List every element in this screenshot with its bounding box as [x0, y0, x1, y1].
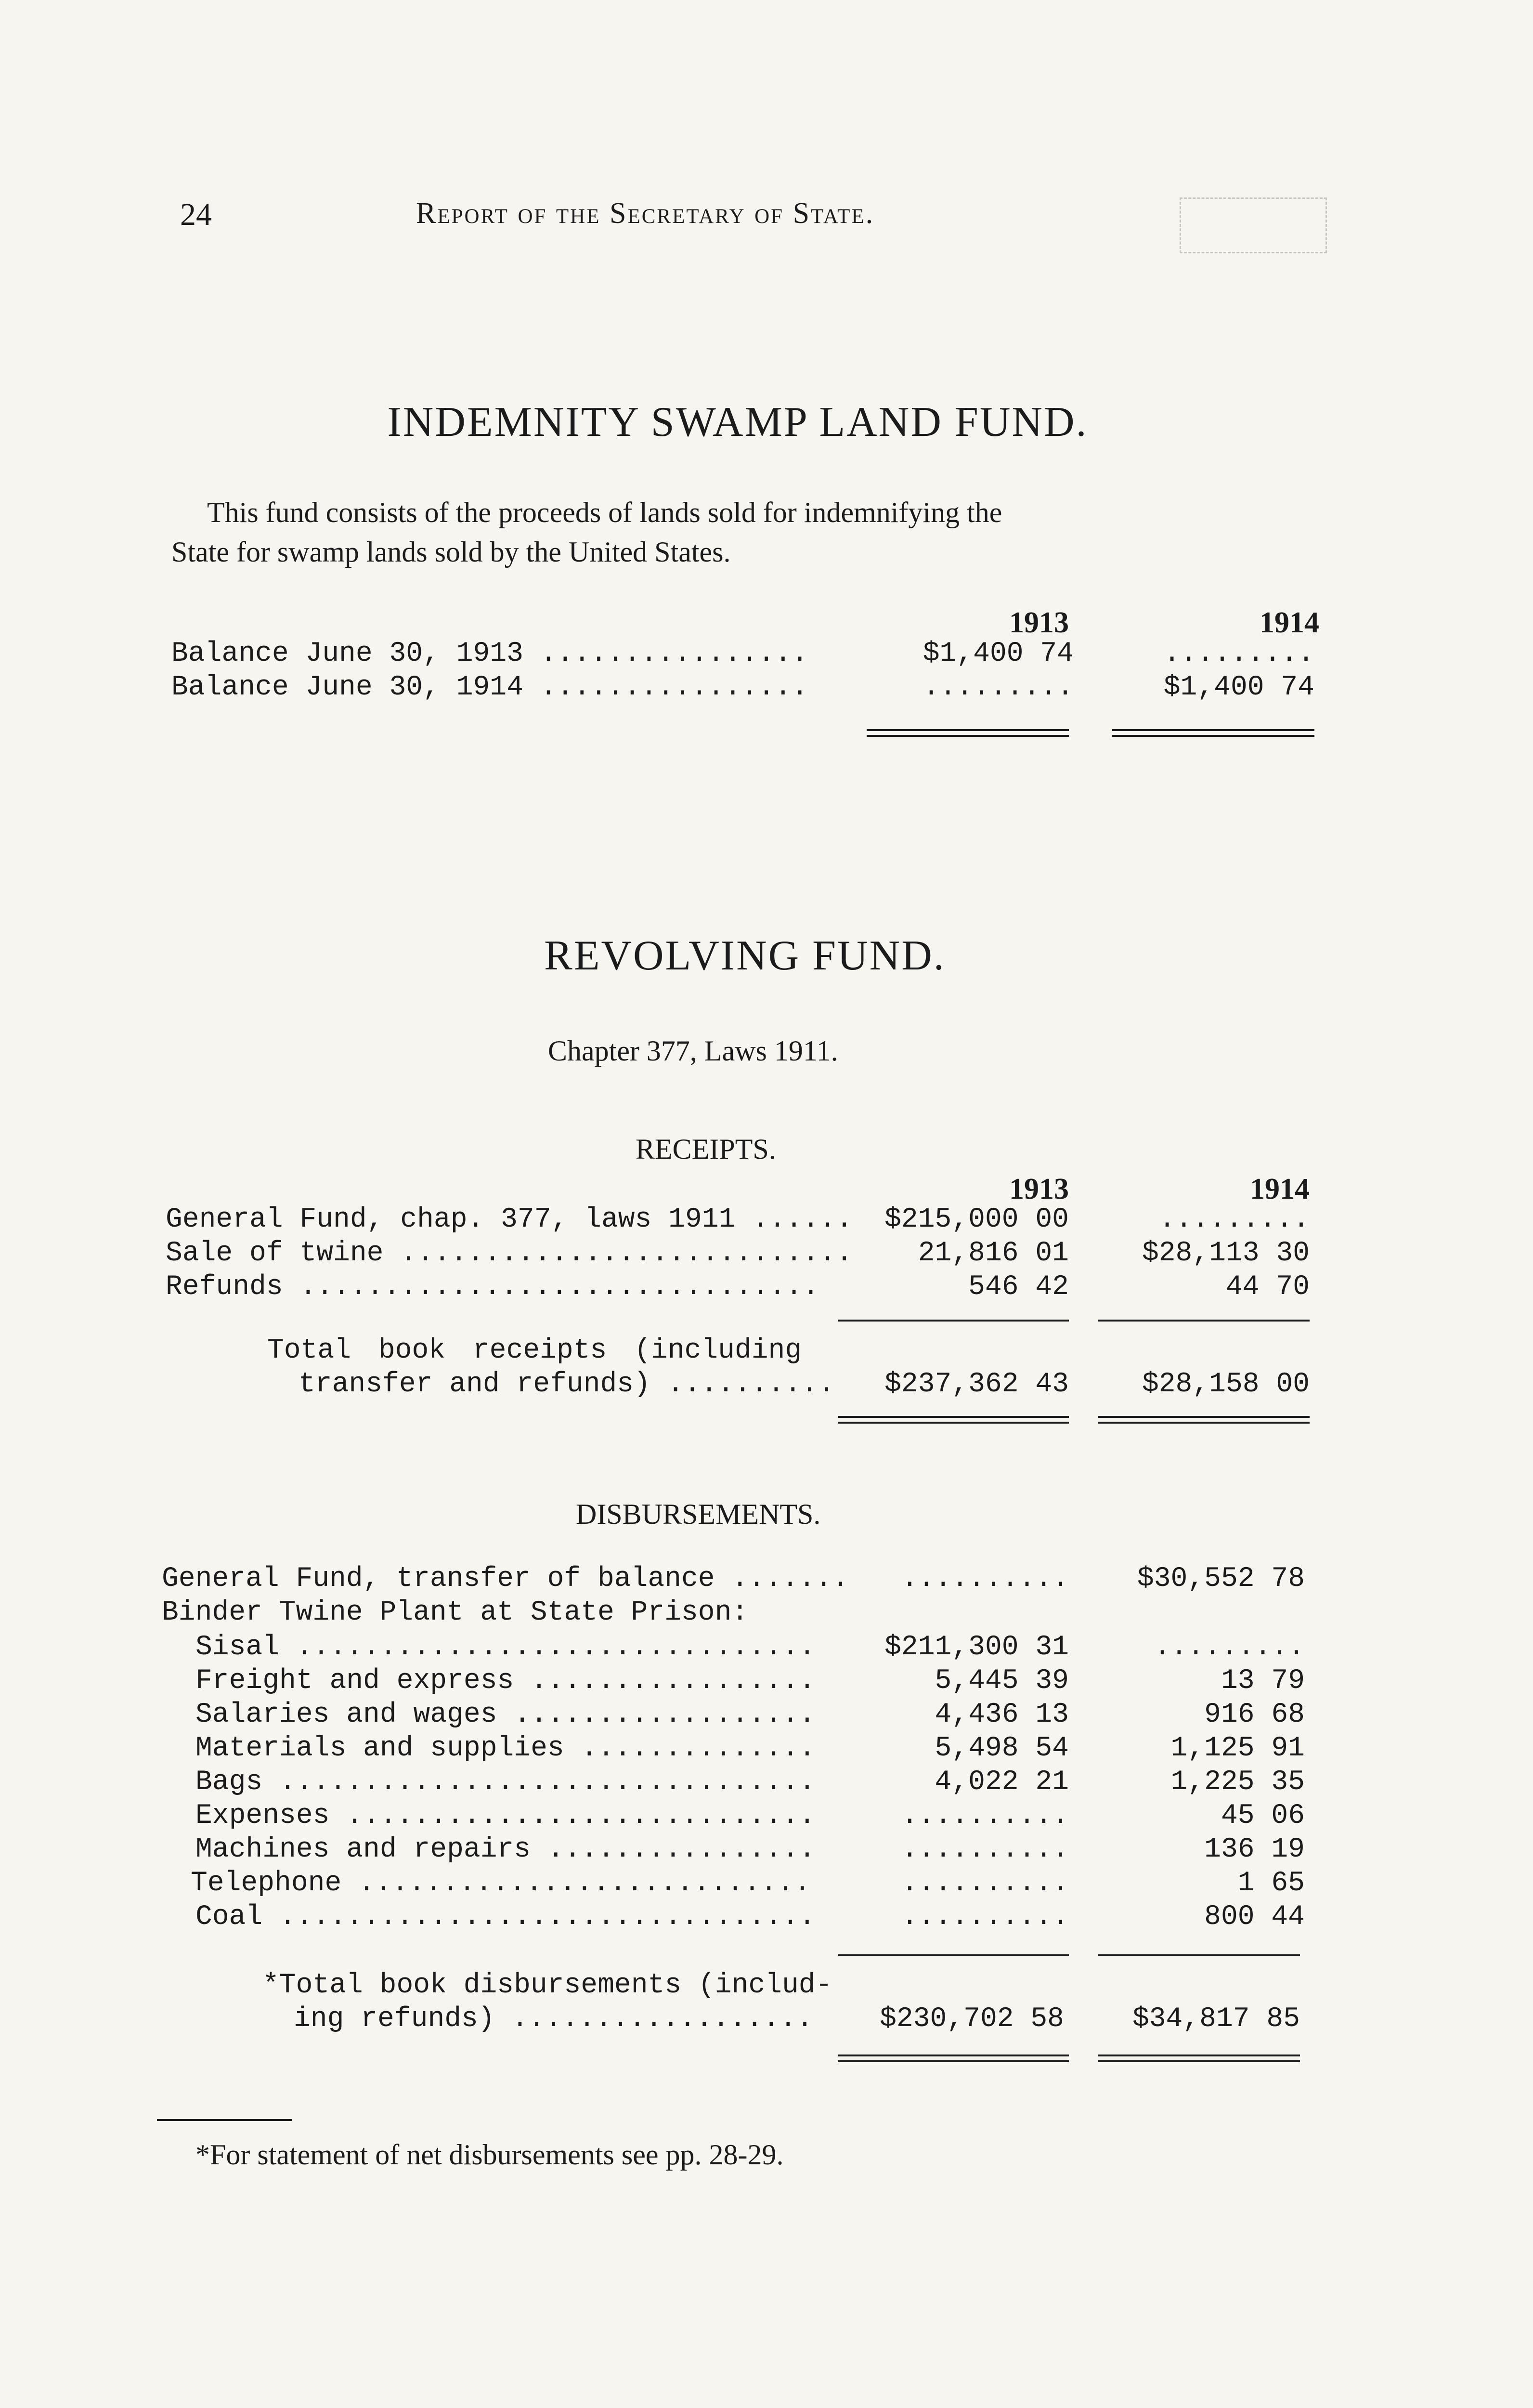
receipts-heading: RECEIPTS. — [636, 1133, 776, 1165]
swamp-row-1913: $1,400 74 — [922, 638, 1074, 669]
revolving-subtitle: Chapter 377, Laws 1911. — [548, 1035, 838, 1067]
swamp-col-1913: 1913 — [1009, 606, 1069, 639]
receipts-total-label-line1: Total book receipts (including — [267, 1335, 802, 1366]
disb-row-1914: 136 19 — [1204, 1834, 1305, 1865]
disb-double-rule-1913 — [838, 2055, 1069, 2062]
disb-row-1913: .......... — [901, 1868, 1069, 1899]
disb-row-1913: 4,436 13 — [935, 1699, 1069, 1730]
swamp-row-1913: ......... — [922, 672, 1074, 703]
receipts-total-label-line2: transfer and refunds) .......... — [299, 1369, 835, 1400]
receipts-row-label: Refunds ............................... — [166, 1271, 819, 1303]
disb-row-1914: ......... — [1154, 1632, 1305, 1663]
swamp-row-label: Balance June 30, 1913 ................ — [171, 638, 808, 669]
receipts-rule-1914 — [1098, 1320, 1310, 1322]
disb-row-1913: 5,498 54 — [935, 1733, 1069, 1764]
receipts-total-1913: $237,362 43 — [884, 1369, 1069, 1400]
disbursements-heading: DISBURSEMENTS. — [576, 1498, 821, 1530]
disb-row-label: Machines and repairs ................ — [195, 1834, 816, 1865]
receipts-row-label: General Fund, chap. 377, laws 1911 ...... — [166, 1204, 853, 1235]
swamp-row-1914: ......... — [1163, 638, 1314, 669]
receipts-row-label: Sale of twine ........................... — [166, 1238, 853, 1269]
receipts-row-1914: 44 70 — [1225, 1271, 1310, 1303]
swamp-row-label: Balance June 30, 1914 ................ — [171, 672, 808, 703]
swamp-paragraph-line1: This fund consists of the proceeds of lands sold for indemnifying the — [207, 497, 1002, 528]
disb-row-label: Expenses ............................ — [195, 1800, 816, 1832]
disb-total-label-line1: *Total book disbursements (includ- — [262, 1970, 832, 2001]
disb-row-1914: 1,125 91 — [1170, 1733, 1305, 1764]
disb-row-label: Telephone ........................... — [191, 1868, 811, 1899]
revolving-title: REVOLVING FUND. — [544, 932, 946, 979]
swamp-col-1914: 1914 — [1260, 606, 1319, 639]
receipts-rule-1913 — [838, 1320, 1069, 1322]
disb-total-1913: $230,702 58 — [880, 2003, 1064, 2035]
receipts-total-1914: $28,158 00 — [1142, 1369, 1310, 1400]
disb-row-1913: 5,445 39 — [935, 1665, 1069, 1697]
page-number: 24 — [180, 197, 212, 232]
receipts-col-1913: 1913 — [1009, 1173, 1069, 1205]
disb-row-1913: 4,022 21 — [935, 1767, 1069, 1798]
disb-row-1913: .......... — [901, 1800, 1069, 1832]
footnote: *For statement of net disbursements see pp. 28-29. — [195, 2139, 784, 2171]
disb-total-label-line2: ing refunds) .................. — [294, 2003, 813, 2035]
faint-stamp — [1180, 197, 1327, 253]
receipts-row-1914: ......... — [1158, 1204, 1310, 1235]
disb-row-label: Freight and express ................. — [195, 1665, 816, 1697]
disb-total-1914: $34,817 85 — [1132, 2003, 1300, 2035]
disb-row-label: Salaries and wages .................. — [195, 1699, 816, 1730]
disb-rule-1914 — [1098, 1954, 1300, 1956]
disb-row-1914: 1 65 — [1237, 1868, 1305, 1899]
receipts-row-1913: $215,000 00 — [884, 1204, 1069, 1235]
swamp-double-rule-1914 — [1112, 729, 1314, 737]
receipts-row-1913: 21,816 01 — [918, 1238, 1069, 1269]
disb-row-1914: 45 06 — [1221, 1800, 1305, 1832]
receipts-col-1914: 1914 — [1250, 1173, 1310, 1205]
disb-row-1914: 13 79 — [1221, 1665, 1305, 1697]
swamp-double-rule-1913 — [867, 729, 1069, 737]
disb-row-1913: .......... — [901, 1834, 1069, 1865]
disb-row-label: Bags ................................ — [195, 1767, 816, 1798]
receipts-row-1913: 546 42 — [968, 1271, 1069, 1303]
receipts-double-rule-1913 — [838, 1416, 1069, 1424]
disb-row-label: Sisal ............................... — [195, 1632, 816, 1663]
disb-row-label: Materials and supplies .............. — [195, 1733, 816, 1764]
disb-row-1914: 800 44 — [1204, 1901, 1305, 1933]
swamp-title — [0, 398, 1533, 446]
footnote-rule — [157, 2119, 292, 2121]
receipts-row-1914: $28,113 30 — [1142, 1238, 1310, 1269]
swamp-row-1914: $1,400 74 — [1163, 672, 1314, 703]
disb-general-label: General Fund, transfer of balance ....... — [162, 1563, 849, 1595]
disb-row-1914: 1,225 35 — [1170, 1767, 1305, 1798]
disb-general-1913: .......... — [901, 1563, 1069, 1595]
disb-row-1914: 916 68 — [1204, 1699, 1305, 1730]
disb-row-label: Coal ................................ — [195, 1901, 816, 1933]
disb-general-1914: $30,552 78 — [1137, 1563, 1305, 1595]
disb-rule-1913 — [838, 1954, 1069, 1956]
receipts-double-rule-1914 — [1098, 1416, 1310, 1424]
disb-binder-label: Binder Twine Plant at State Prison: — [162, 1597, 749, 1628]
disb-double-rule-1914 — [1098, 2055, 1300, 2062]
running-title: Report of the Secretary of State. — [416, 197, 875, 230]
disb-row-1913: .......... — [901, 1901, 1069, 1933]
swamp-title-text: INDEMNITY SWAMP LAND FUND. — [387, 399, 1088, 445]
swamp-paragraph-line2: State for swamp lands sold by the United States. — [171, 536, 731, 568]
disb-row-1913: $211,300 31 — [884, 1632, 1069, 1663]
